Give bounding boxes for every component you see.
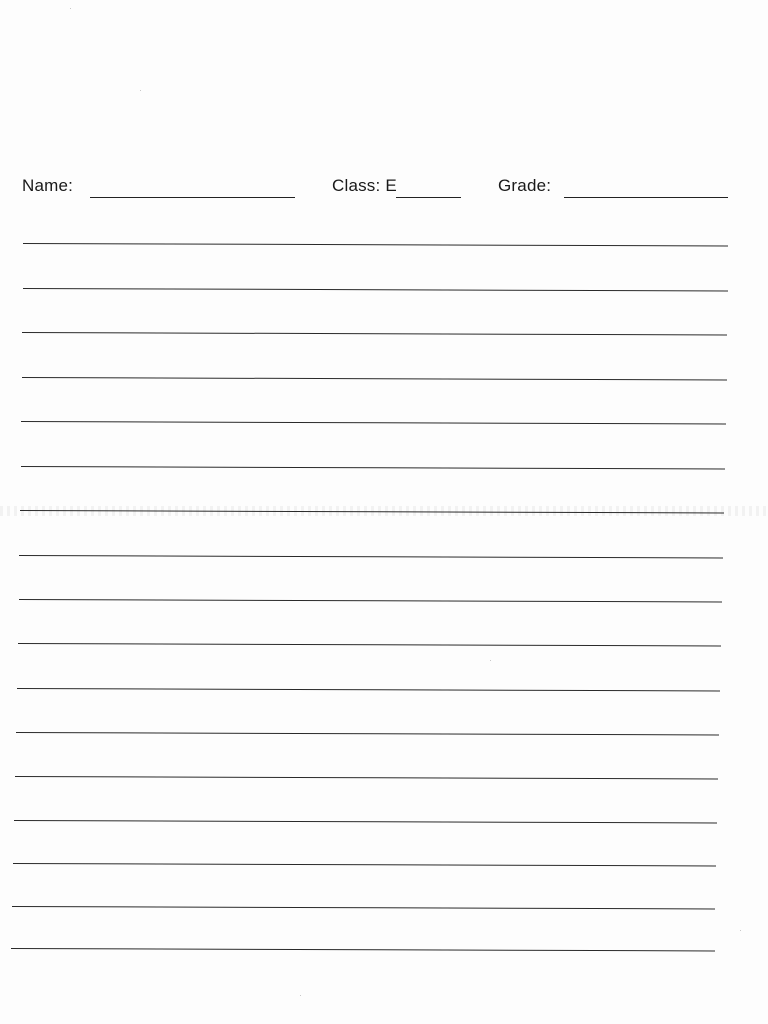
scan-speck bbox=[300, 995, 301, 996]
name-blank-line[interactable] bbox=[90, 197, 295, 198]
grade-label: Grade: bbox=[498, 176, 552, 195]
writing-line[interactable] bbox=[19, 599, 722, 602]
writing-line[interactable] bbox=[21, 421, 726, 424]
scan-speck bbox=[490, 660, 491, 661]
writing-line[interactable] bbox=[18, 643, 721, 646]
writing-line[interactable] bbox=[11, 948, 715, 951]
scan-speck bbox=[740, 930, 741, 931]
writing-line[interactable] bbox=[16, 732, 719, 735]
writing-line[interactable] bbox=[22, 332, 727, 335]
name-label: Name: bbox=[22, 176, 74, 195]
writing-line[interactable] bbox=[22, 377, 727, 380]
grade-blank-line[interactable] bbox=[564, 197, 728, 198]
class-label: Class: E bbox=[332, 176, 397, 195]
writing-line[interactable] bbox=[23, 288, 728, 291]
worksheet-header bbox=[22, 170, 732, 206]
scan-speck bbox=[70, 8, 71, 9]
scan-speck bbox=[140, 90, 141, 91]
writing-line[interactable] bbox=[15, 776, 718, 779]
writing-line[interactable] bbox=[21, 466, 725, 469]
writing-line[interactable] bbox=[14, 820, 717, 823]
writing-line[interactable] bbox=[13, 863, 716, 866]
writing-line[interactable] bbox=[23, 243, 728, 246]
writing-line[interactable] bbox=[12, 906, 715, 909]
class-blank-line[interactable] bbox=[396, 197, 461, 198]
writing-line[interactable] bbox=[19, 555, 723, 558]
writing-line[interactable] bbox=[17, 688, 720, 691]
